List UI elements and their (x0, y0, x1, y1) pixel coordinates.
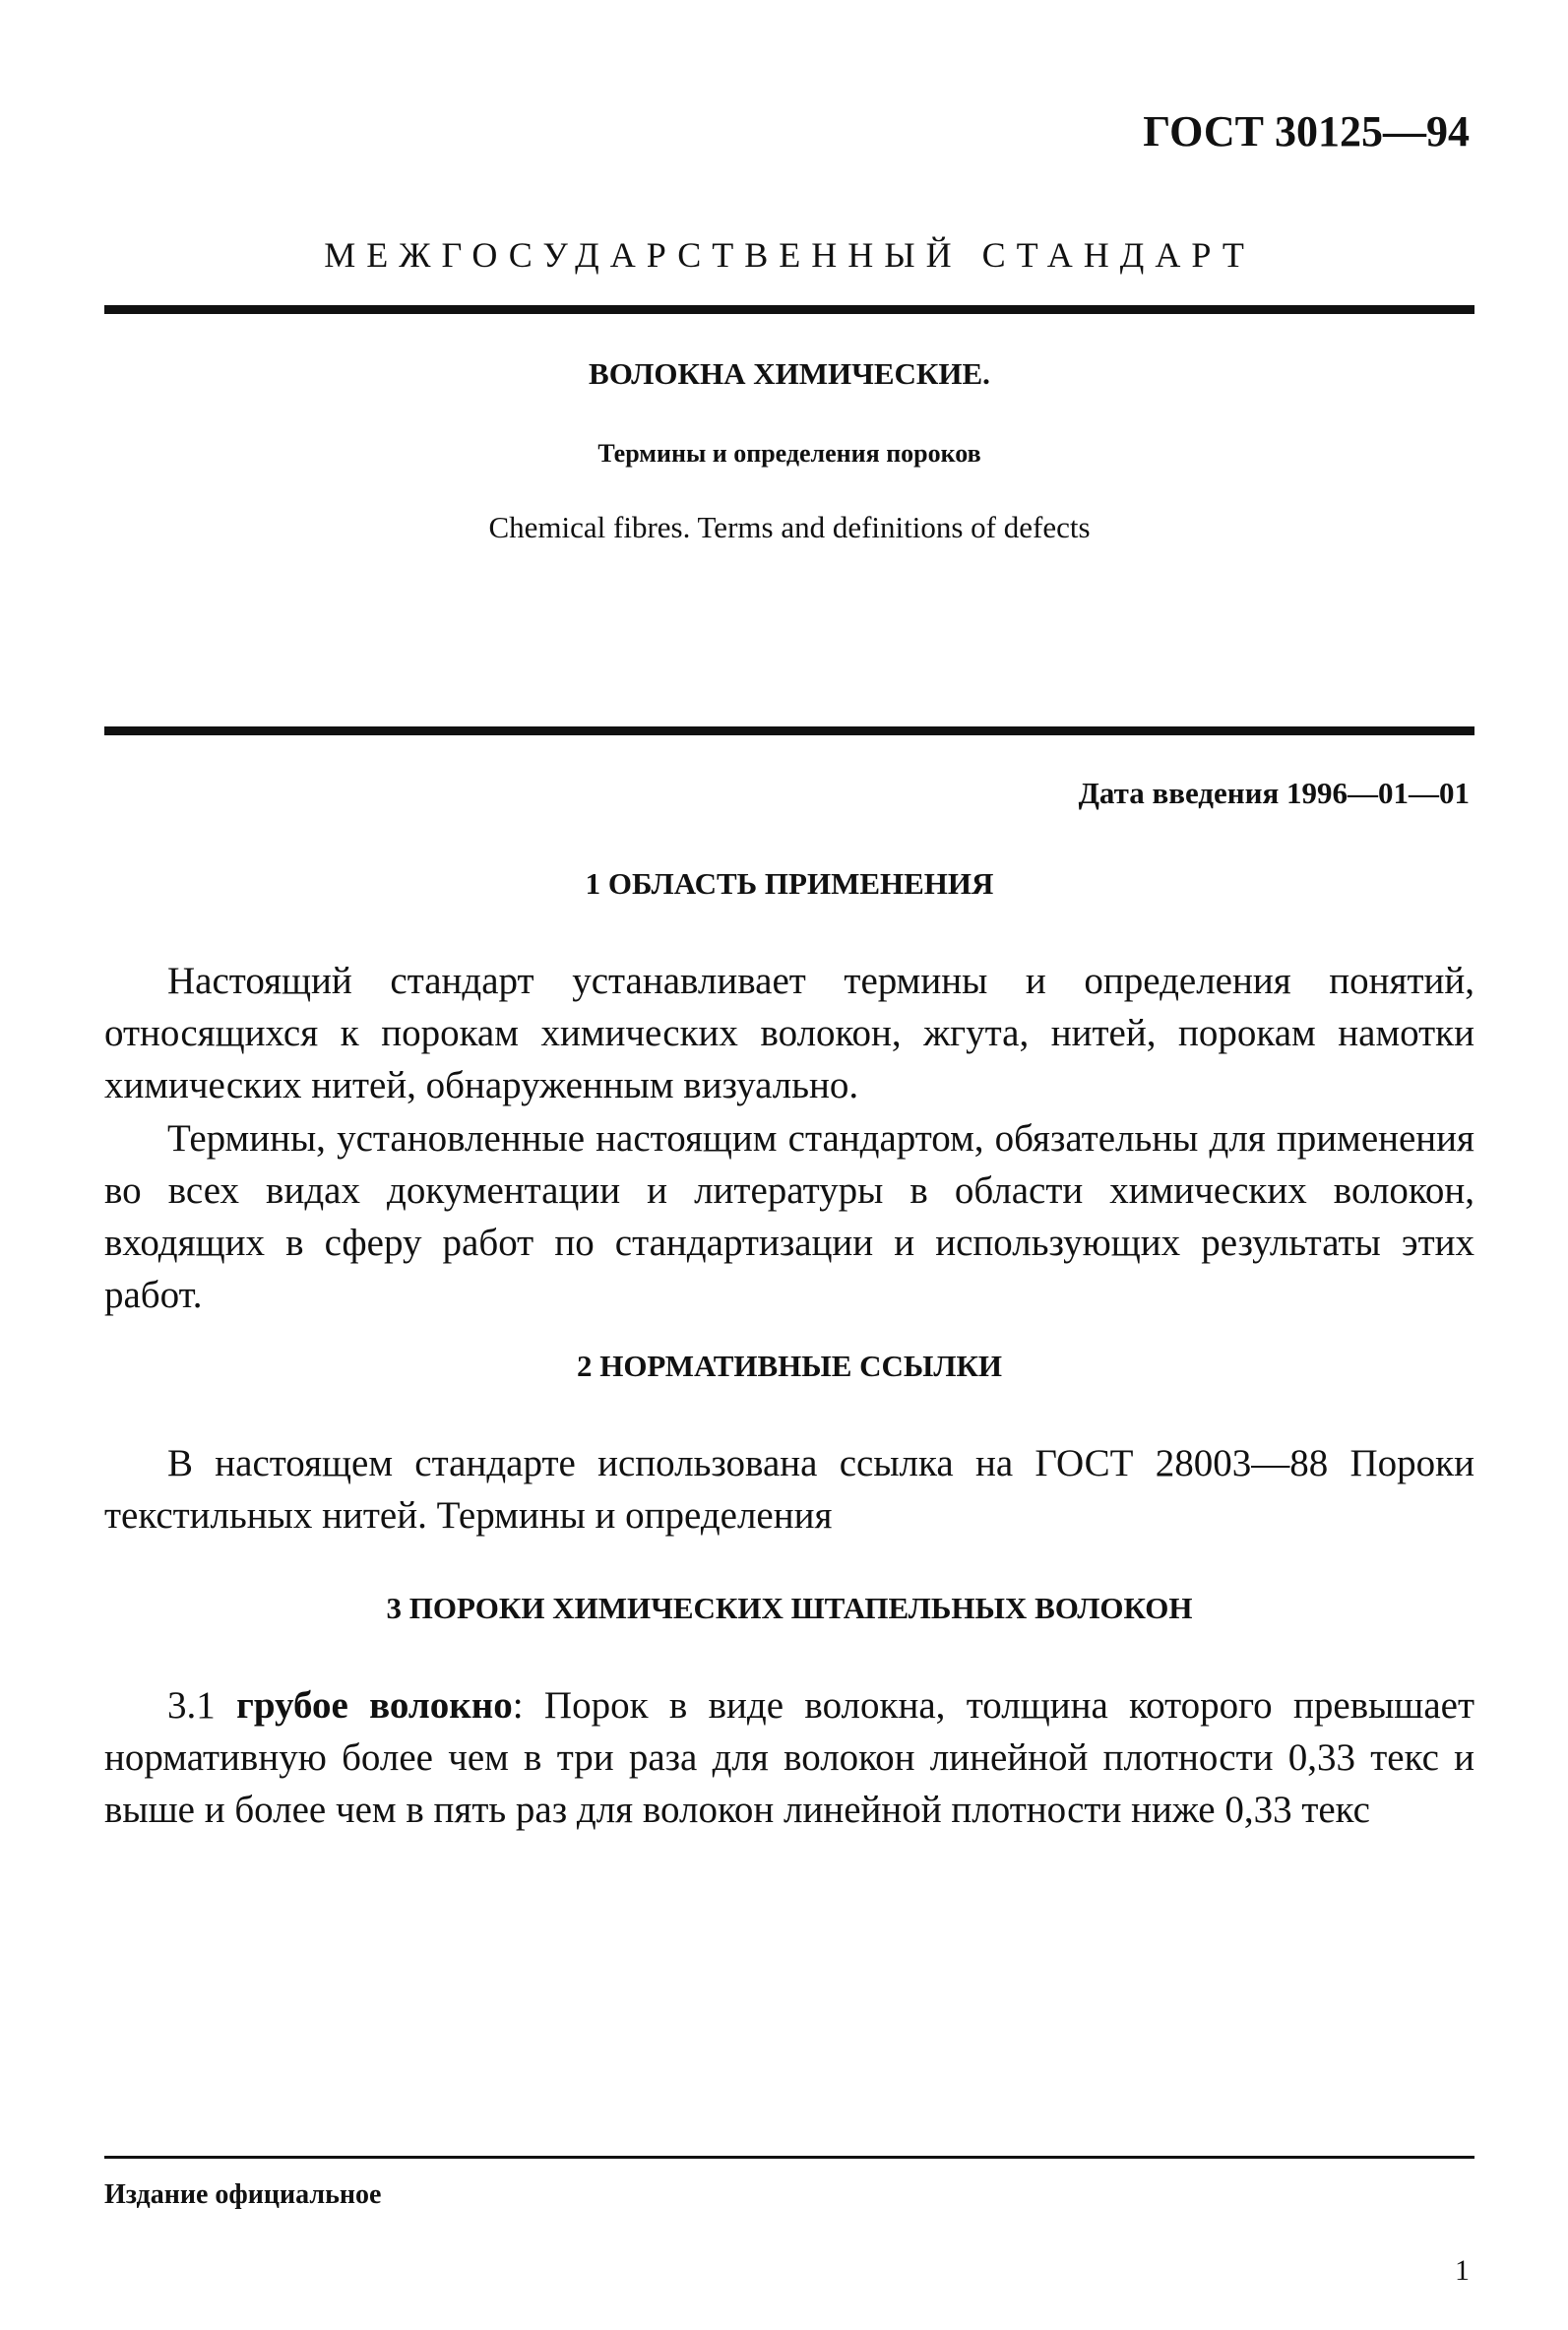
scope-paragraph: Термины, установленные настоящим стандартом, обязательны для применения во всех видах документации и литературы в области химических волокон, входящих в сферу работ по стандартизации и использующих результаты этих работ. (104, 1117, 1474, 1316)
document-title: ВОЛОКНА ХИМИЧЕСКИЕ. (589, 356, 990, 391)
references-paragraph: В настоящем стандарте использована ссылка на ГОСТ 28003—88 Пороки текстильных нитей. Термины и определения (104, 1442, 1474, 1537)
scope-paragraph: Настоящий стандарт устанавливает термины и определения понятий, относящихся к порокам химических волокон, жгута, нитей, порокам намотки химических нитей, обнаруженным визуально. (104, 960, 1474, 1106)
footer-divider (104, 2156, 1474, 2159)
term-definition: : Порок в виде волокна, толщина которого превышает нормативную более чем в три раза для волокон линейной плотности 0,33 текс и выше и более чем в пять раз для волокон линейной плотности ниже 0,33 текс (104, 1684, 1475, 1831)
section-heading-scope: 1 ОБЛАСТЬ ПРИМЕНЕНИЯ (585, 866, 994, 901)
term-definition-item (104, 1679, 1474, 1836)
document-number: ГОСТ 30125—94 (1143, 107, 1470, 156)
section-heading-references: 2 НОРМАТИВНЫЕ ССЫЛКИ (576, 1349, 1003, 1383)
edition-label: Издание официальное (104, 2179, 382, 2210)
term-number: 3.1 (167, 1684, 216, 1727)
section-heading-defects: 3 ПОРОКИ ХИМИЧЕСКИХ ШТАПЕЛЬНЫХ ВОЛОКОН (386, 1591, 1193, 1625)
introduction-date: Дата введения 1996—01—01 (1078, 776, 1470, 810)
title-divider (104, 726, 1474, 735)
page-number: 1 (1455, 2254, 1470, 2287)
header-divider (104, 305, 1474, 314)
document-title-english: Chemical fibres. Terms and definitions of defects (488, 510, 1091, 544)
standard-type-label: МЕЖГОСУДАРСТВЕННЫЙ СТАНДАРТ (324, 235, 1255, 275)
document-subtitle: Термины и определения пороков (597, 439, 981, 468)
term-name: грубое волокно (236, 1684, 513, 1727)
